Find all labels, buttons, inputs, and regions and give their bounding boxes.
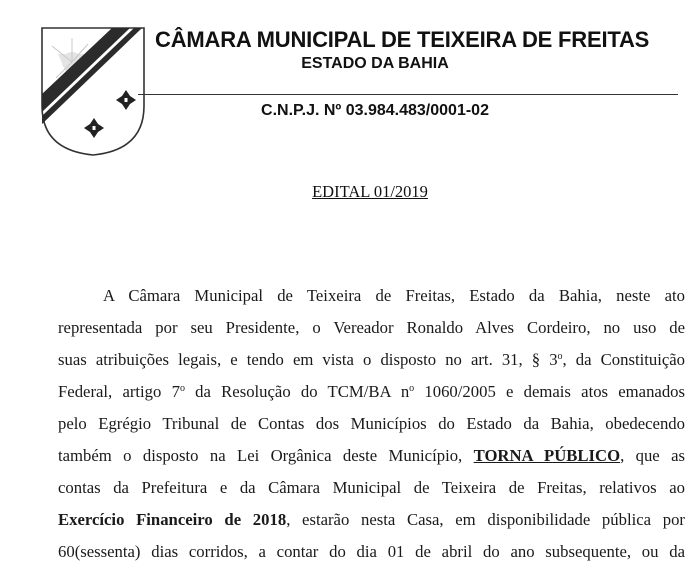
torna-publico-emphasis: TORNA PÚBLICO (473, 446, 621, 465)
body-line: Exercício Financeiro de 2018, estarão nesta Casa, em disponibilidade pública por (58, 510, 685, 529)
body-line: A Câmara Municipal de Teixeira de Freitas, Estado da Bahia, neste ato (103, 286, 685, 305)
state-subtitle: ESTADO DA BAHIA (301, 55, 449, 72)
body-line: também o disposto na Lei Orgânica deste Município, TORNA PÚBLICO, que as (58, 446, 685, 465)
body-line: Federal, artigo 7$^o$ da Resolução do TCM/BA $n^o$ 1060/2005 e demais atos emanados (58, 382, 685, 401)
fiscal-year-emphasis: Exercício Financeiro de 2018 (58, 510, 287, 529)
header-divider (138, 94, 678, 95)
body-line: suas atribuições legais, e tendo em vista o disposto no art. 31, § 3$^o$, da Constituição (58, 350, 686, 369)
body-line: 60(sessenta) dias corridos, a contar do dia 01 de abril do ano subsequente, ou da (58, 542, 685, 561)
institution-title: CÂMARA MUNICIPAL DE TEIXEIRA DE FREITAS (155, 27, 650, 52)
document-body (58, 280, 685, 568)
body-line: pelo Egrégio Tribunal de Contas dos Municípios do Estado da Bahia, obedecendo (58, 414, 685, 433)
cnpj-number: C.N.P.J. Nº 03.984.483/0001-02 (261, 102, 489, 119)
body-line: contas da Prefeitura e da Câmara Municipal de Teixeira de Freitas, relativos ao (58, 478, 685, 497)
document-heading: EDITAL 01/2019 (312, 182, 428, 201)
body-line: representada por seu Presidente, o Vereador Ronaldo Alves Cordeiro, no uso de (58, 318, 685, 337)
municipal-crest-icon (38, 24, 148, 158)
